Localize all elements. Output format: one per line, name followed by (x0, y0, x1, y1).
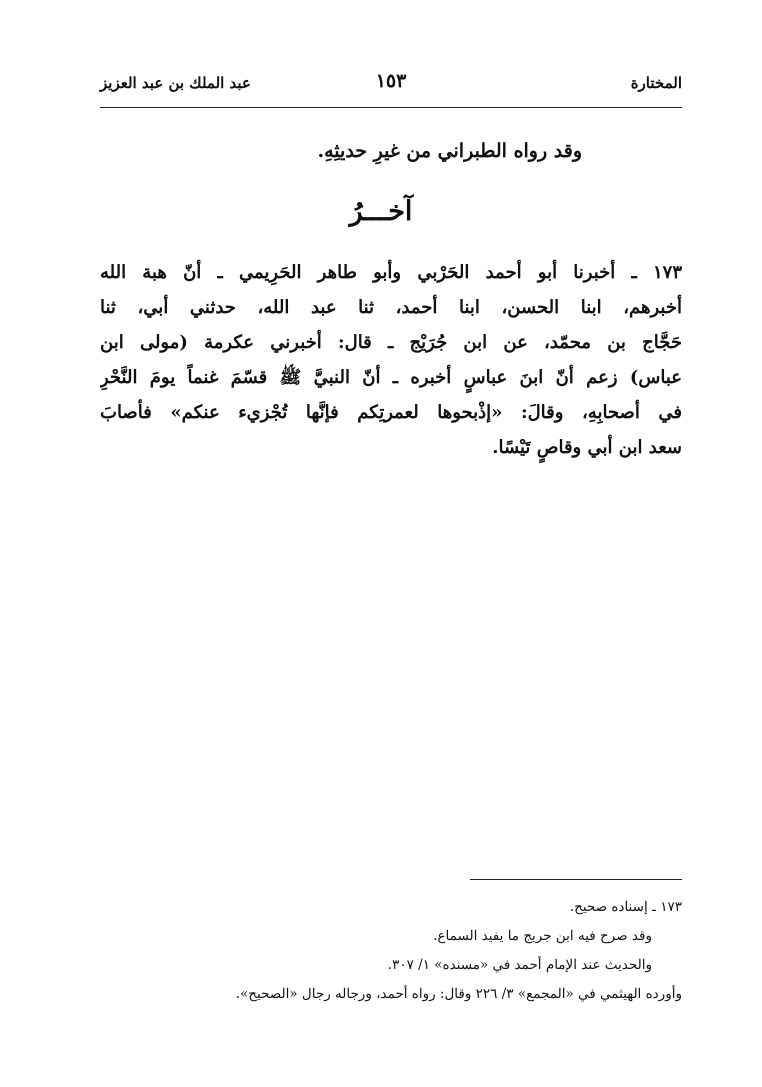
section-heading: آخـــرُ (349, 196, 413, 227)
footnote-line: وقد صرح فيه ابن جريج ما يفيد السماع. (433, 928, 652, 944)
book-title: المختارة (630, 74, 682, 92)
text-line: سعد ابن أبي وقاصٍ تَيْسًا. (492, 437, 682, 458)
hadith-text (100, 255, 682, 465)
text-line: أخبرهم، ابنا الحسن، ابنا أحمد، ثنا عبد الله، حدثني أبي، ثنا (100, 297, 682, 318)
header-divider (100, 107, 682, 108)
footnote-divider (470, 879, 682, 880)
text-line: ١٧٣ ـ أخبرنا أبو أحمد الحَرْبي وأبو طاهر الحَرِيمي ـ أنّ هبة الله (100, 262, 682, 283)
footnote-line: وأورده الهيثمي في «المجمع» ٣/ ٢٢٦ وقال: رواه أحمد، ورجاله رجال «الصحيح». (235, 986, 682, 1002)
footnote-line: والحديث عند الإمام أحمد في «مسنده» ١/ ٣٠٧. (387, 957, 652, 973)
footnotes (100, 893, 682, 1009)
section-title: عبد الملك بن عبد العزيز (100, 74, 251, 92)
text-line: حَجَّاج بن محمّد، عن ابن جُرَيْج ـ قال: أخبرني عكرمة (مولى ابن (100, 332, 682, 353)
page-number: ١٥٣ (375, 70, 407, 92)
footnote-line: ١٧٣ ـ إسناده صحيح. (569, 899, 682, 915)
text-line: في أصحابِهِ، وقالَ: «إذْبحوها لعمرتِكم فإنَّها تُجْزيء عنكم» فأصابَ (100, 402, 682, 423)
running-header (100, 70, 682, 106)
intro-line: وقد رواه الطبراني من غيرِ حديثِهِ. (317, 140, 582, 162)
text-line: عباس) زعم أنّ ابنَ عباسٍ أخبره ـ أنّ النبيَّ ﷺ قسّمَ غنماً يومَ النَّحْرِ (100, 367, 682, 388)
